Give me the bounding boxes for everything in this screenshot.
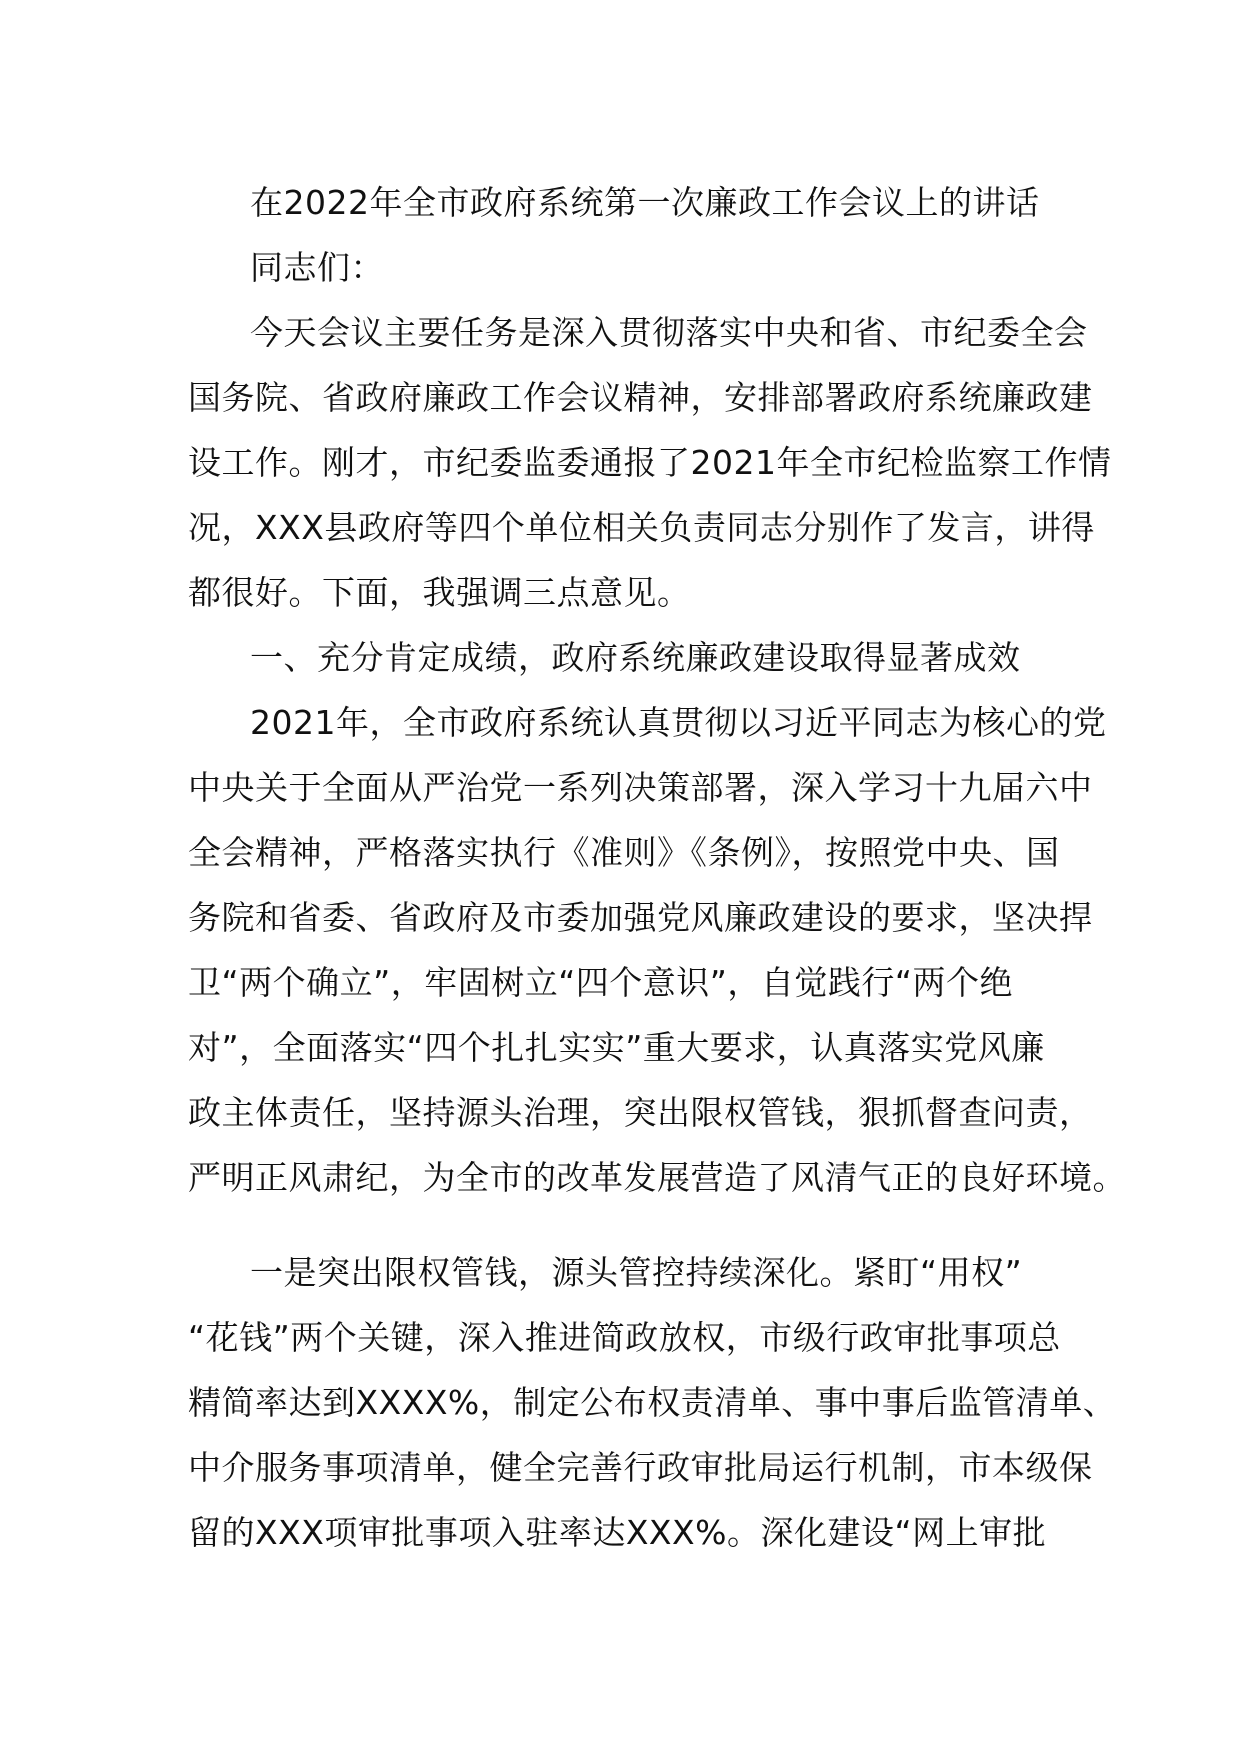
paragraph-line: 严明正风肃纪，为全市的改革发展营造了风清气正的良好环境。 bbox=[188, 1158, 1126, 1197]
paragraph-line: 一是突出限权管钱，源头管控持续深化。紧盯“用权” bbox=[250, 1253, 1023, 1292]
paragraph-point-one bbox=[188, 1240, 1117, 1565]
paragraph-line: 留的XXX项审批事项入驻率达XXX%。深化建设“网上审批 bbox=[188, 1513, 1047, 1552]
paragraph-line: 全会精神，严格落实执行《准则》《条例》，按照党中央、国 bbox=[188, 833, 1060, 872]
paragraph-line: 设工作。刚才，市纪委监委通报了2021年全市纪检监察工作情 bbox=[188, 443, 1112, 482]
section-heading: 一、充分肯定成绩，政府系统廉政建设取得显著成效 bbox=[250, 638, 1021, 677]
paragraph-line: 政主体责任，坚持源头治理，突出限权管钱，狠抓督查问责， bbox=[188, 1093, 1093, 1132]
speech-title: 在2022年全市政府系统第一次廉政工作会议上的讲话 bbox=[250, 183, 1040, 222]
paragraph-line: 况，XXX县政府等四个单位相关负责同志分别作了发言，讲得 bbox=[188, 508, 1095, 547]
paragraph-opening bbox=[188, 300, 1112, 625]
paragraph-line: 对”，全面落实“四个扎扎实实”重大要求，认真落实党风廉 bbox=[188, 1028, 1045, 1067]
paragraph-line: 都很好。下面，我强调三点意见。 bbox=[188, 573, 691, 612]
paragraph-line: 2021年，全市政府系统认真贯彻以习近平同志为核心的党 bbox=[250, 703, 1107, 742]
paragraph-line: 中央关于全面从严治党一系列决策部署，深入学习十九届六中 bbox=[188, 768, 1093, 807]
paragraph-line: 中介服务事项清单，健全完善行政审批局运行机制，市本级保 bbox=[188, 1448, 1093, 1487]
paragraph-achievements bbox=[188, 690, 1126, 1210]
paragraph-line: 精简率达到XXXX%，制定公布权责清单、事中事后监管清单、 bbox=[188, 1383, 1117, 1422]
paragraph-line: 务院和省委、省政府及市委加强党风廉政建设的要求，坚决捍 bbox=[188, 898, 1093, 937]
paragraph-line: 国务院、省政府廉政工作会议精神，安排部署政府系统廉政建 bbox=[188, 378, 1093, 417]
paragraph-spacer bbox=[188, 1210, 1068, 1240]
document-body bbox=[188, 170, 1126, 1565]
paragraph-line: “花钱”两个关键，深入推进简政放权，市级行政审批事项总 bbox=[188, 1318, 1061, 1357]
salutation: 同志们： bbox=[250, 248, 384, 287]
paragraph-line: 今天会议主要任务是深入贯彻落实中央和省、市纪委全会 bbox=[250, 313, 1088, 352]
paragraph-line: 卫“两个确立”，牢固树立“四个意识”，自觉践行“两个绝 bbox=[188, 963, 1013, 1002]
